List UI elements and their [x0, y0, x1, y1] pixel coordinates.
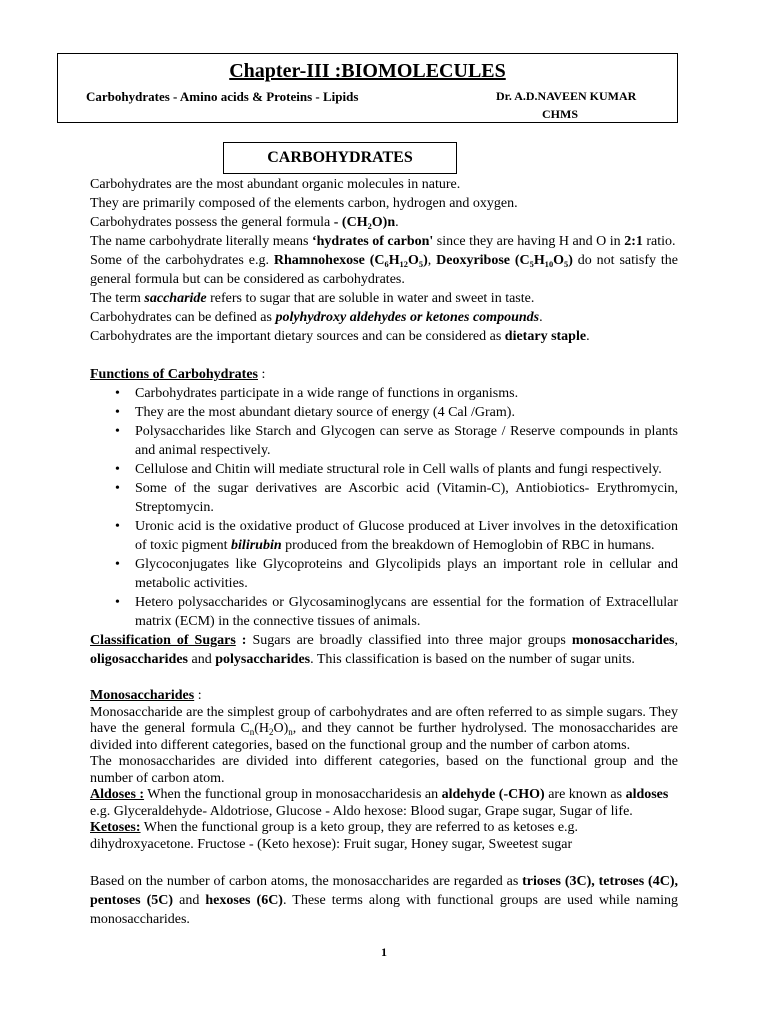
bullet-icon: • [115, 519, 120, 534]
bullet-icon: • [115, 481, 120, 496]
list-item: • Some of the sugar derivatives are Ascorbic acid (Vitamin-C), Antiobiotics- Erythromycin, Streptomycin. [115, 481, 678, 515]
functions-list [90, 384, 678, 631]
chapter-subtitle: Carbohydrates - Amino acids & Proteins - Lipids [86, 89, 359, 104]
intro-line-8: Carbohydrates are the important dietary sources and can be considered as dietary staple. [90, 329, 590, 344]
monosaccharides-paragraph-1: Monosaccharide are the simplest group of carbohydrates and are often referred to as simple sugars. They have the general formula $C_n(H_2O)_n$, and they cannot be further hydrolysed. The monosaccharides are divided into different categories, based on the functional group and the number of carbon atoms. [90, 704, 678, 753]
aldoses-paragraph: Aldoses : When the functional group in monosaccharidesis an aldehyde (-CHO) are known as aldoses [90, 787, 669, 802]
section-title: CARBOHYDRATES [223, 142, 457, 174]
bullet-icon: • [115, 386, 120, 401]
document-body [90, 175, 678, 929]
ketoses-paragraph: Ketoses: When the functional group is a keto group, they are referred to as ketoses e.g. dihydroxyacetone. Fructose - (Keto hexose): Fruit sugar, Honey sugar, Sweetest sugar [90, 820, 579, 852]
monosaccharides-heading: Monosaccharides : [90, 688, 202, 703]
classification-paragraph: Classification of Sugars : Sugars are broadly classified into three major groups monosaccharides, oligosaccharides and polysaccharides. This classification is based on the number of sugar units. [90, 633, 678, 667]
intro-line-2: They are primarily composed of the elements carbon, hydrogen and oxygen. [90, 196, 518, 211]
general-formula: - (CH₂O)n [333, 215, 396, 230]
list-item: • Polysaccharides like Starch and Glycogen can serve as Storage / Reserve compounds in plants and animal respectively. [115, 424, 678, 458]
list-item: • Uronic acid is the oxidative product of Glucose produced at Liver involves in the detoxification of toxic pigment bilirubin produced from the breakdown of Hemoglobin of RBC in humans. [115, 519, 678, 553]
intro-line-6: The term saccharide refers to sugar that are soluble in water and sweet in taste. [90, 291, 535, 306]
author-name: Dr. A.D.NAVEEN KUMAR [496, 89, 637, 103]
monosaccharides-paragraph-2: The monosaccharides are divided into different categories, based on the functional group and the number of carbon atom. [90, 754, 678, 786]
intro-line-3: Carbohydrates possess the general formula - (CH₂O)n. [90, 215, 399, 230]
intro-line-5: Some of the carbohydrates e.g. Rhamnohexose (C₆H₁₂O₅), Deoxyribose (C₅H₁₀O₅) do not satisfy the general formula but can be considered as carbohydrates. [90, 253, 679, 287]
chapter-header-box [57, 53, 678, 123]
bullet-icon: • [115, 462, 120, 477]
author-affiliation: CHMS [542, 107, 578, 121]
bullet-icon: • [115, 557, 120, 572]
list-item: • They are the most abundant dietary source of energy (4 Cal /Gram). [115, 405, 515, 420]
functions-heading: Functions of Carbohydrates : [90, 367, 266, 382]
list-item: • Glycoconjugates like Glycoproteins and Glycolipids plays an important role in cellular and metabolic activities. [115, 557, 678, 591]
carbon-count-paragraph: Based on the number of carbon atoms, the monosaccharides are regarded as trioses (3C), tetroses (4C), pentoses (5C) and hexoses (6C). These terms along with functional groups are used while naming monosaccharides. [90, 874, 678, 927]
list-item: • Hetero polysaccharides or Glycosaminoglycans are essential for the formation of Extracellular matrix (ECM) in the connective tissues of animals. [115, 595, 678, 629]
bullet-icon: • [115, 405, 120, 420]
intro-line-7: Carbohydrates can be defined as polyhydroxy aldehydes or ketones compounds. [90, 310, 543, 325]
author-block [496, 87, 636, 123]
bullet-icon: • [115, 424, 120, 439]
intro-line-1: Carbohydrates are the most abundant organic molecules in nature. [90, 177, 461, 192]
list-item: • Cellulose and Chitin will mediate structural role in Cell walls of plants and fungi respectively. [115, 462, 662, 477]
intro-line-4: The name carbohydrate literally means ‘hydrates of carbon' since they are having H and O in 2:1 ratio. [90, 234, 676, 249]
page-number: 1 [381, 945, 387, 959]
list-item: • Carbohydrates participate in a wide range of functions in organisms. [115, 386, 519, 401]
bullet-icon: • [115, 595, 120, 610]
aldoses-examples: e.g. Glyceraldehyde- Aldotriose, Glucose - Aldo hexose: Blood sugar, Grape sugar, Sugar of life. [90, 803, 633, 819]
chapter-title: Chapter-III :BIOMOLECULES [229, 60, 506, 82]
